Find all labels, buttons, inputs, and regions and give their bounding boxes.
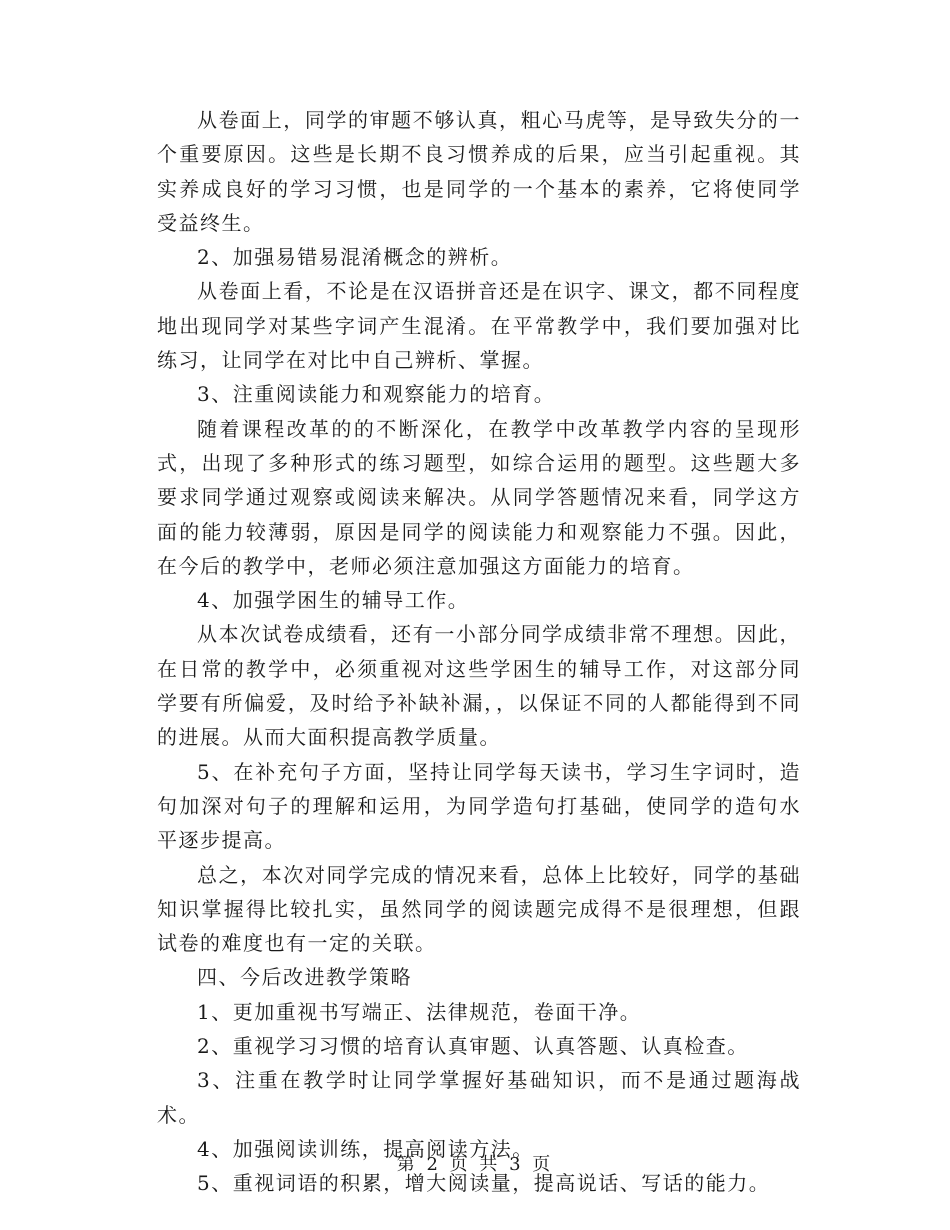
paragraph: 从卷面上，同学的审题不够认真，粗心马虎等，是导致失分的一个重要原因。这些是长期不良习惯养成的后果，应当引起重视。其实养成良好的学习习惯，也是同学的一个基本的素养，它将使同学受益终生。 bbox=[157, 108, 801, 235]
list-item: 5、重视词语的积累，增大阅读量，提高说话、写话的能力。 bbox=[197, 1171, 771, 1196]
section-heading: 2、加强易错易混淆概念的辨析。 bbox=[197, 245, 513, 270]
section-heading: 4、加强学困生的辅导工作。 bbox=[197, 588, 470, 613]
list-item: 1、更加重视书写端正、法律规范，卷面干净。 bbox=[197, 999, 642, 1024]
document-body bbox=[157, 103, 801, 1201]
list-item: 2、重视学习习惯的培育认真审题、认真答题、认真检查。 bbox=[197, 1034, 749, 1059]
paragraph: 总之，本次对同学完成的情况来看，总体上比较好，同学的基础知识掌握得比较扎实，虽然同学的阅读题完成得不是很理想，但跟试卷的难度也有一定的关联。 bbox=[157, 862, 801, 956]
paragraph: 随着课程改革的的不断深化，在教学中改革教学内容的呈现形式，出现了多种形式的练习题型，如综合运用的题型。这些题大多要求同学通过观察或阅读来解决。从同学答题情况来看，同学这方面的能力较薄弱，原因是同学的阅读能力和观察能力不强。因此，在今后的教学中，老师必须注意加强这方面能力的培育。 bbox=[157, 416, 801, 578]
list-item: 3、注重在教学时让同学掌握好基础知识，而不是通过题海战术。 bbox=[157, 1068, 801, 1127]
section-heading: 3、注重阅读能力和观察能力的培育。 bbox=[197, 382, 556, 407]
page-number-footer: 第 2 页 共 3 页 bbox=[396, 1154, 554, 1175]
paragraph: 从卷面上看，不论是在汉语拼音还是在识字、课文，都不同程度地出现同学对某些字词产生混淆。在平常教学中，我们要加强对比练习，让同学在对比中自己辨析、掌握。 bbox=[157, 279, 801, 373]
paragraph: 5、在补充句子方面，坚持让同学每天读书，学习生字词时，造句加深对句子的理解和运用，为同学造句打基础，使同学的造句水平逐步提高。 bbox=[157, 759, 801, 853]
paragraph: 从本次试卷成绩看，还有一小部分同学成绩非常不理想。因此，在日常的教学中，必须重视对这些学困生的辅导工作，对这部分同学要有所偏爱，及时给予补缺补漏，，以保证不同的人都能得到不同的进展。从而大面积提高教学质量。 bbox=[157, 622, 801, 750]
section-heading: 四、今后改进教学策略 bbox=[197, 965, 412, 990]
list-item: 4、加强阅读训练，提高阅读方法。 bbox=[197, 1136, 534, 1161]
